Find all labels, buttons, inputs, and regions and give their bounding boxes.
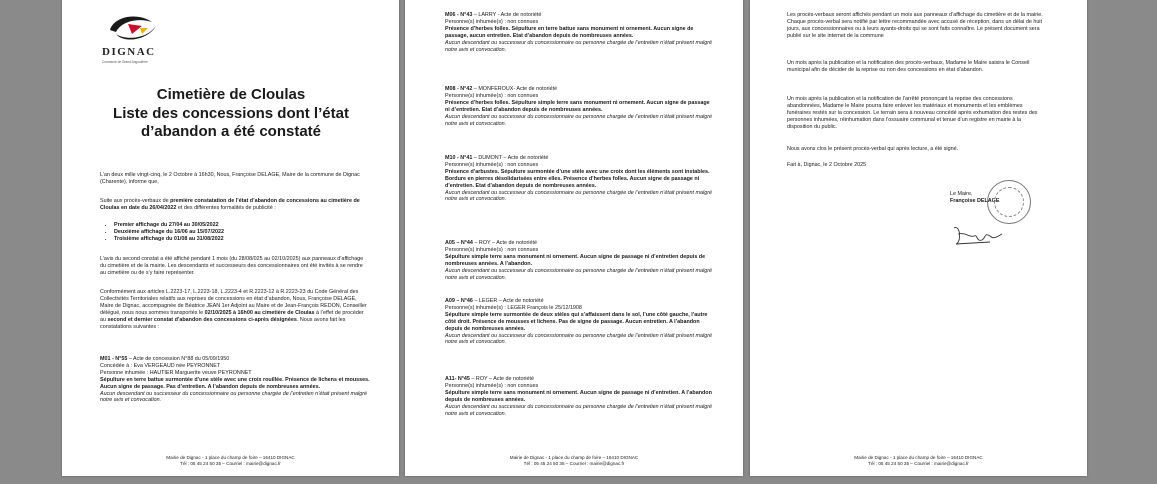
page-footer [750, 455, 1087, 467]
entry-code: A05 – N°44 [445, 240, 473, 246]
reprise-paragraph: Un mois après la publication et la notification de l’arrêté prononçant la reprise des concessions abandonnées, Madame le Maire pourra faire enlever les matériaux et monuments et les emblèmes funéraires restés sur la concession. Le terrain sera à nouveau concédé après exhumation des restes des personnes inhumées, réinhumation dans l’ossuaire communal et tenue d’un registre en mairie à la disposition du public. [787, 96, 1038, 130]
text-run: Suite aux procès-verbaux de [100, 198, 171, 204]
entry-header [445, 86, 715, 93]
entry-header [445, 240, 715, 247]
entry-code: A11- N°45 [445, 376, 470, 382]
affichage-list [100, 222, 370, 243]
entry-note: Aucun descendant ou successeur du concessionnaire ou personne chargée de l’entretien n’était présent malgré notre avis et convocation. [445, 403, 713, 417]
legal-paragraph [100, 289, 370, 330]
entry-line: Personne inhumée : HAUTIER Marguerite veuve PEYRONNET [100, 369, 252, 376]
entry-description: Présence d’herbes folles. Sépulture en terre battue sans monument ni ornement. Aucun signe de passage, aucun entretien. Etat d’abandon depuis de nombreuses années. [445, 25, 694, 39]
footer-contact: Tél : 05 45 24 50 35 – Courriel : mairie@dignac.fr [868, 461, 969, 467]
entry-description: Présence d’herbes folles. Sépulture simple terre sans monument ni ornement. Aucun signe de passage ni d’entretien. Etat d’abandon depuis de nombreuses années. [445, 99, 710, 113]
entry-title: – Acte de concession N°88 du 05/09/1950 [127, 356, 230, 362]
concession-entry [445, 86, 715, 127]
entry-header [445, 376, 715, 383]
footer-address: Mairie de Dignac - 1 place du champ de foire – 16410 DIGNAC [509, 455, 639, 460]
logo-subtitle: Commune de Grand Angoulême [102, 60, 148, 64]
council-paragraph: Un mois après la publication et la notification des procès-verbaux, Madame le Maire saisira le Conseil municipal afin de décider de la reprise ou non des concessions en état d’abandon. [787, 60, 1030, 73]
entry-note: Aucun descendant ou successeur du concessionnaire ou personne chargée de l’entretien n’était présent malgré notre avis et convocation. [445, 332, 713, 346]
footer-address: Mairie de Dignac - 1 place du champ de foire – 16410 DIGNAC [166, 455, 295, 460]
text-run-bold: 02/10/2025 à 16h00 au cimetière de Cloulas [204, 309, 315, 316]
entry-person: Personne(s) inhumée(s) : non connues [445, 382, 539, 389]
concession-entry [445, 298, 715, 346]
text-run-bold: première constatation de l’état d’abandon de concessions au cimetière de Cloulas en date du 26/04/2022 [100, 198, 360, 211]
entry-description: Sépulture en terre battue surmontée d’une stèle avec une croix rouillée. Présence de lichens et mousses. Aucun signe de passage. Pas d’entretien. A l’abandon depuis de nombreuses années. [100, 376, 370, 390]
entry-note: Aucun descendant ou successeur du concessionnaire ou personne chargée de l’entretien n’était présent malgré notre avis et convocation. [445, 267, 713, 281]
entry-title: – LEGER – Acte de notoriété [472, 298, 544, 304]
concession-entry [445, 12, 715, 53]
closing-paragraph: Nous avons clos le présent procès-verbal qui après lecture, a été signé. [787, 146, 959, 152]
second-constat-paragraph: L’avis du second constat a été affiché pendant 1 mois (du 28/08/025 au 02/10/2025) aux panneaux d’affichage du cimetière et de la mairie. Les descendants et successeurs des concessionnaires ont été invités à se rendre au cimetière ou de s’y faire représenter. [100, 256, 364, 276]
document-title [90, 86, 372, 142]
signature-date: Fait à, Dignac, le 2 Octobre 2025 [787, 162, 867, 168]
entry-title: – ROY – Acte de notoriété [472, 240, 537, 246]
entry-code: M01 - N°55 [100, 356, 128, 362]
entry-header [445, 298, 715, 305]
entry-title: – DUMONT – Acte de notoriété [472, 155, 549, 161]
dignac-logo [100, 10, 180, 66]
entry-person: Personne(s) inhumée(s) : non connues [445, 18, 539, 25]
entry-note: Aucun descendant ou successeur du concessionnaire ou personne chargée de l’entretien n’était présent malgré notre avis et convocation. [445, 39, 713, 53]
title-line: Cimetière de Cloulas [156, 86, 306, 103]
entry-note: Aucun descendant ou successeur du concessionnaire ou personne chargée de l’entretien n’était présent malgré notre avis et convocation. [100, 390, 368, 404]
entry-title: – MONFEROUX- Acte de notoriété [472, 86, 558, 92]
document-page-2 [405, 0, 743, 476]
concession-entry [100, 356, 370, 404]
entry-header [445, 12, 715, 19]
signature-icon [950, 222, 1006, 248]
document-page-3 [750, 0, 1087, 476]
list-item: • Deuxième affichage du 16/06 au 15/07/2022 [114, 229, 370, 236]
seal-inner-ring [994, 187, 1024, 217]
intro-paragraph: L’an deux mille vingt-cinq, le 2 Octobre à 16h30, Nous, Françoise DELAGE, Maire de la commune de Dignac (Charente), informe que, [100, 172, 360, 185]
entry-description: Sépulture simple terre surmontée de deux stèles qui s’affaissent dans le sol, l’une côté gauche, l’autre côté droit. Présence de mousses et lichens. Pas de signe de passage. Aucun entretien. A l’abandon depuis de nombreuses années. [445, 311, 708, 332]
entry-person: Personne(s) inhumée(s) : non connues [445, 246, 539, 253]
entry-description: Présence d’arbustes. Sépulture surmontée d’une stèle avec une croix dont les éléments sont instables. Bordure en pierres désolidarisées entre elles. Présence d’herbes folles. Aucun signe de passage ni d’entretien. Etat d’abandon depuis de nombreuses années. [445, 168, 710, 189]
text-run: à l’effet de procéder au [100, 309, 364, 323]
entry-header [100, 356, 370, 363]
entry-note: Aucun descendant ou successeur du concessionnaire ou personne chargée de l’entretien n’était présent malgré notre avis et convocation. [445, 113, 713, 127]
title-line: d’abandon a été constaté [140, 123, 322, 140]
signer-name: Françoise DELAGE [950, 198, 1000, 204]
first-constat-paragraph [100, 198, 370, 212]
entry-line: Concédée à : Eva VERGEAUD née PEYRONNET [100, 362, 221, 369]
entry-person: Personne(s) inhumée(s) : LEGER François le 25/12/1908 [445, 304, 582, 311]
entry-person: Personne(s) inhumée(s) : non connues [445, 92, 539, 99]
entry-header [445, 155, 715, 162]
entry-description: Sépulture simple terre sans monument ni ornement. Aucun signe de passage ni d’entretien depuis de nombreuses années. A l’abandon. [445, 253, 706, 267]
entry-person: Personne(s) inhumée(s) : non connues [445, 161, 539, 168]
text-run: Conformément aux articles L.2223-17, L.2223-18, L.2223-4 et R.2223-12 à R.2223-23 du Code Général des Collectivités Territoriales relatifs aux reprises de concessions en état d’abandon, Nous, Françoise DELAGE, Maire de Dignac, accompagnée de Béatrice JEAN 1er Adjoint au Maire et de Jean-François REDON, Conseiller délégué, nous nous sommes transportés le [100, 289, 367, 316]
entry-code: M10 - N°41 [445, 155, 473, 161]
text-run: . Nous avons fait les constatations suivantes : [100, 316, 346, 330]
entry-title: – LARRY - Acte de notoriété [472, 12, 542, 18]
mairie-seal-stamp [987, 180, 1031, 224]
footer-contact: Tél : 05 45 24 50 35 – Courriel : mairie@dignac.fr [523, 461, 625, 467]
logo-mark-icon [102, 10, 162, 46]
logo-name: DIGNAC [102, 46, 156, 58]
entry-code: A09 – N°46 [445, 298, 473, 304]
footer-contact: Tél : 05 45 24 50 35 – Courriel : mairie@dignac.fr [180, 461, 281, 467]
concession-entry [445, 376, 715, 417]
list-item: • Troisième affichage du 01/08 au 31/08/2022 [114, 236, 370, 243]
page-footer [62, 455, 399, 467]
concession-entry [445, 155, 715, 203]
document-page-1 [62, 0, 399, 476]
list-item: • Premier affichage du 27/04 au 30/05/2022 [114, 222, 370, 229]
entry-title: – ROY – Acte de notoriété [469, 376, 534, 382]
concession-entry [445, 240, 715, 281]
publication-paragraph: Les procès-verbaux seront affichés pendant un mois aux panneaux d’affichage du cimetière et de la mairie. Chaque procès-verbal sera notifié par lettre recommandée avec accusé de réception, dans un délai de huit jours, aux concessionnaires ou à leurs ayants-droits qui se sont faits connaître. Le présent document sera publié sur le site internet de la commune [787, 12, 1043, 39]
footer-address: Mairie de Dignac - 1 place du champ de foire – 16410 DIGNAC [854, 455, 983, 460]
signer-title: Le Maire, [950, 191, 973, 197]
entry-description: Sépulture simple terre sans monument ni ornement. Aucun signe de passage ni d’entretien. A l’abandon depuis de nombreuses années. [445, 389, 712, 403]
page-footer [405, 455, 743, 467]
entry-code: M08 - N°42 [445, 86, 473, 92]
text-run: et des différentes formalités de publicité : [176, 204, 276, 211]
title-line: Liste des concessions dont l’état [113, 104, 349, 122]
entry-note: Aucun descendant ou successeur du concessionnaire ou personne chargée de l’entretien n’était présent malgré notre avis et convocation. [445, 189, 713, 203]
text-run-bold: second et dernier constat d’abandon des concessions ci-après désignées [107, 316, 297, 323]
entry-code: M06 - N°43 [445, 12, 473, 18]
